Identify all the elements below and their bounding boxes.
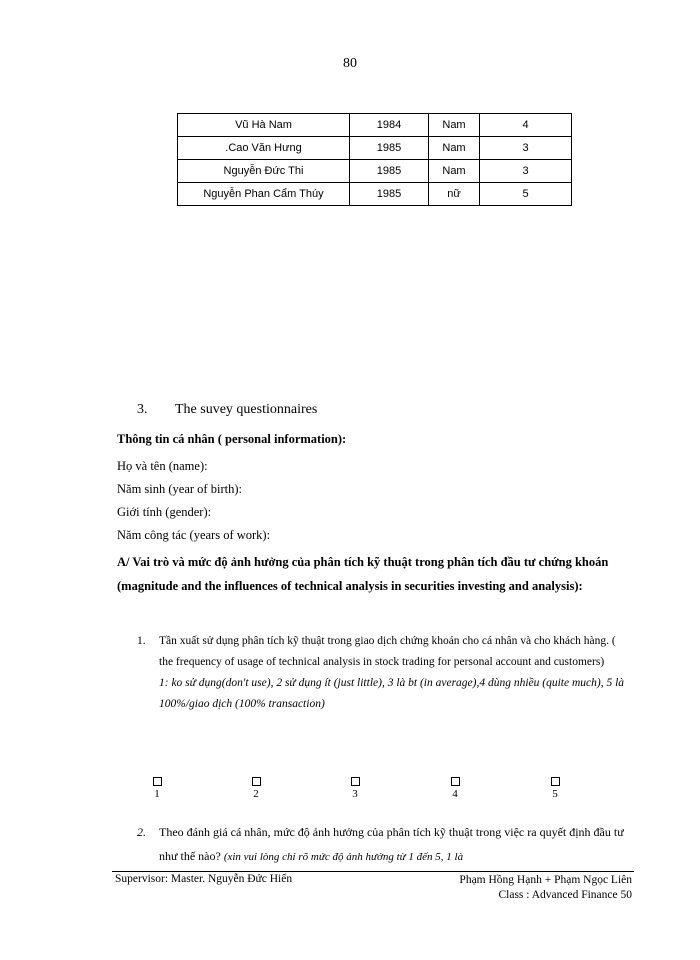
rating-label: 2: [253, 788, 259, 800]
page-number: 80: [343, 56, 357, 71]
rating-option[interactable]: [246, 777, 266, 800]
checkbox[interactable]: [451, 777, 460, 786]
section-number: 3.: [137, 402, 148, 417]
cell-year: 1985: [350, 183, 429, 206]
rating-option[interactable]: [147, 777, 167, 800]
question-text: Theo đánh giá cá nhân, mức độ ảnh hưởng của phân tích kỹ thuật trong việc ra quyết định đầu tư như thế nào?: [159, 825, 624, 863]
table-row: [178, 114, 572, 137]
question-text: Tần xuất sử dụng phân tích kỹ thuật trong giao dịch chứng khoán cho cá nhân và cho khách hàng. ( the frequency of usage of technical analysis in stock trading for personal account and customers): [159, 635, 616, 668]
cell-year: 1984: [350, 114, 429, 137]
rating-label: 3: [352, 788, 358, 800]
rating-label: 5: [552, 788, 558, 800]
checkbox[interactable]: [153, 777, 162, 786]
question-2: [137, 820, 627, 869]
rating-option[interactable]: [445, 777, 465, 800]
rating-option[interactable]: [545, 777, 565, 800]
footer-divider: [112, 871, 634, 872]
cell-gender: Nam: [429, 137, 480, 160]
cell-work: 3: [480, 160, 572, 183]
table-row: [178, 160, 572, 183]
cell-name: Nguyễn Đức Thi: [178, 160, 350, 183]
members-table: [177, 113, 572, 206]
question-hint: (xin vui lòng chỉ rõ mức độ ảnh hưởng từ 1 đến 5, 1 là: [223, 851, 464, 863]
footer-supervisor: Supervisor: Master. Nguyễn Đức Hiển: [115, 873, 293, 885]
cell-name: Nguyễn Phan Cẩm Thúy: [178, 183, 350, 206]
question-number: 2.: [137, 825, 146, 839]
rating-label: 4: [452, 788, 458, 800]
birth-line: Năm sinh (year of birth):: [117, 482, 242, 496]
table-row: [178, 137, 572, 160]
work-years-line: Năm công tác (years of work):: [117, 528, 271, 542]
footer-class: Class : Advanced Finance 50: [498, 889, 632, 901]
cell-name: Vũ Hà Nam: [178, 114, 350, 137]
part-a-heading: A/ Vai trò và mức độ ảnh hưởng của phân tích kỹ thuật trong phân tích đầu tư chứng khoán (magnitude and the influences of technical analysis in securities investing and analysis):: [117, 555, 609, 593]
rating-label: 1: [154, 788, 160, 800]
cell-gender: nữ: [429, 183, 480, 206]
checkbox[interactable]: [252, 777, 261, 786]
footer-authors: Phạm Hồng Hạnh + Phạm Ngọc Liên: [459, 874, 632, 886]
rating-option[interactable]: [345, 777, 365, 800]
cell-work: 3: [480, 137, 572, 160]
cell-work: 4: [480, 114, 572, 137]
cell-gender: Nam: [429, 114, 480, 137]
personal-info-heading: Thông tin cá nhân ( personal information):: [117, 432, 347, 446]
checkbox[interactable]: [351, 777, 360, 786]
name-line: Họ và tên (name):: [117, 459, 208, 473]
cell-work: 5: [480, 183, 572, 206]
checkbox[interactable]: [551, 777, 560, 786]
section-heading: [137, 402, 317, 418]
gender-line: Giới tính (gender):: [117, 505, 212, 519]
cell-year: 1985: [350, 137, 429, 160]
cell-name: .Cao Văn Hưng: [178, 137, 350, 160]
footer-right: [459, 873, 632, 903]
question-1: [137, 631, 627, 715]
question-number: 1.: [137, 635, 146, 647]
section-title: The suvey questionnaires: [175, 402, 318, 417]
table-row: [178, 183, 572, 206]
cell-year: 1985: [350, 160, 429, 183]
question-hint: 1: ko sử dụng(don't use), 2 sử dụng ít (just little), 3 là bt (in average),4 dùng nhiều (quite much), 5 là 100%/giao dịch (100% transaction): [159, 677, 625, 710]
cell-gender: Nam: [429, 160, 480, 183]
